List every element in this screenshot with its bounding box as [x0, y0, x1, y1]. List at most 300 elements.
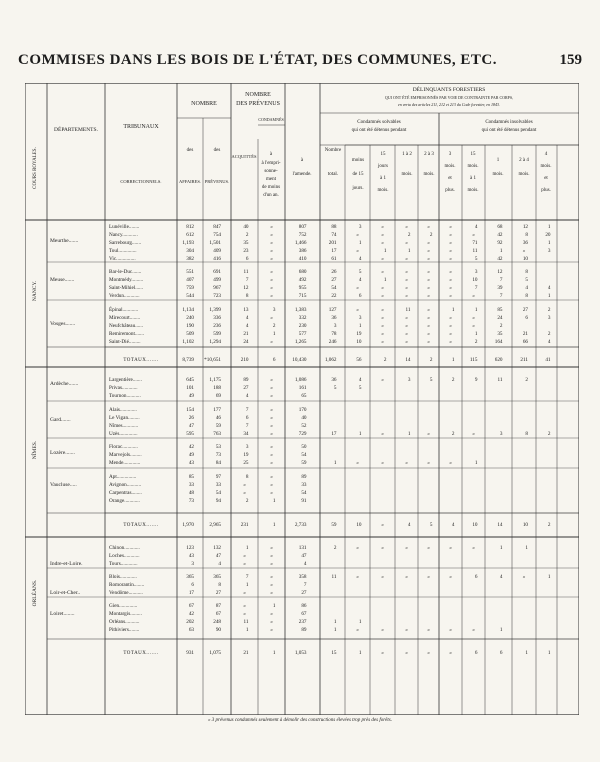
header-correctionnels: CORRECTIONNELS. — [120, 179, 162, 184]
data-cell: 56 — [356, 357, 362, 363]
data-cell: 4 — [358, 377, 362, 383]
tribunal-name: Avignon........... — [109, 482, 142, 488]
data-cell: » — [427, 293, 430, 299]
data-cell: » — [270, 460, 273, 466]
data-cell: 1 — [451, 307, 455, 313]
data-cell: » — [270, 224, 273, 230]
data-cell: » — [270, 619, 273, 625]
tribunal-name: Toul.............. — [109, 248, 137, 254]
header-solvables: Condamnés solvables — [357, 120, 401, 125]
header-3: 3 — [448, 152, 452, 157]
header-des-prevenus: des — [213, 148, 221, 153]
data-cell: 42 — [497, 232, 503, 238]
tribunal-name: Orléans........... — [109, 619, 140, 625]
data-cell: 7 — [245, 574, 249, 580]
data-cell: 8 — [245, 293, 249, 299]
data-cell: 1 — [547, 650, 551, 656]
data-cell: *10,651 — [204, 357, 221, 363]
data-cell: 3 — [474, 269, 478, 275]
tribunal-name: Mirecourt........ — [109, 315, 141, 321]
data-cell: 8 — [525, 293, 528, 299]
data-cell: 26 — [188, 415, 194, 421]
data-cell: 1 — [407, 248, 411, 254]
tribunal-name: Remiremont....... — [109, 331, 145, 337]
data-cell: » — [449, 256, 452, 262]
data-cell: 47 — [188, 423, 194, 429]
tribunal-name: Marvejols......... — [109, 452, 142, 458]
data-cell: 1,383 — [294, 307, 307, 313]
data-cell: 10 — [356, 339, 362, 345]
data-cell: 2 — [547, 431, 551, 437]
data-cell: » — [270, 574, 273, 580]
data-cell: » — [243, 490, 246, 496]
total-label: TOTAUX....... — [123, 358, 159, 363]
data-cell: 1,062 — [324, 357, 337, 363]
data-cell: 847 — [213, 224, 221, 230]
data-cell: 27 — [331, 277, 337, 283]
data-cell: 164 — [494, 339, 503, 345]
data-cell: 41 — [545, 357, 551, 363]
data-cell: » — [381, 293, 384, 299]
header-i24: 2 à 4 — [519, 158, 529, 163]
data-cell: 2 — [429, 232, 433, 238]
data-cell: 40 — [243, 224, 249, 230]
data-cell: 92 — [497, 240, 503, 246]
data-cell: 33 — [215, 482, 221, 488]
data-cell: 36 — [331, 315, 337, 321]
data-cell: 17 — [331, 431, 337, 437]
tribunal-name: Mende............. — [109, 460, 141, 466]
data-cell: 190 — [186, 323, 194, 329]
data-cell: 812 — [186, 224, 194, 230]
data-cell: 1 — [383, 248, 387, 254]
data-cell: » — [270, 415, 273, 421]
data-cell: » — [381, 522, 384, 528]
data-cell: 5 — [358, 269, 362, 275]
header-insolvables: Condamnés insolvables — [485, 120, 533, 125]
tribunal-name: Montargis......... — [109, 611, 142, 617]
data-cell: 34 — [243, 431, 249, 437]
data-cell: 14 — [405, 357, 411, 363]
data-cell: 595 — [186, 431, 194, 437]
data-cell: 46 — [215, 415, 221, 421]
data-cell: 1 — [525, 650, 528, 656]
data-cell: 68 — [497, 224, 503, 230]
header-i1: 1 — [496, 158, 500, 163]
data-cell: 11 — [497, 377, 503, 383]
data-cell: 5 — [429, 522, 433, 528]
data-cell: 94 — [215, 498, 221, 504]
court-orleans: ORLÉANS. — [32, 579, 38, 607]
tribunal-name: Saint-Mihiel...... — [109, 285, 144, 291]
data-cell: 210 — [240, 357, 249, 363]
data-cell: 1 — [407, 431, 411, 437]
data-cell: » — [449, 650, 452, 656]
header-de15: de 15 — [352, 172, 364, 177]
data-cell: 3 — [358, 315, 362, 321]
tribunal-name: Lunéville........ — [109, 224, 140, 230]
data-cell: 42 — [188, 444, 194, 450]
data-cell: 69 — [215, 393, 221, 399]
data-cell: 2 — [525, 377, 528, 383]
page-title: COMMISES DANS LES BOIS DE L'ÉTAT, DES COMMUNES, ETC. — [18, 52, 498, 68]
data-cell: 170 — [298, 407, 307, 413]
data-cell: 10 — [522, 522, 528, 528]
data-cell: 6 — [245, 415, 249, 421]
data-cell: 2 — [407, 232, 411, 238]
data-cell: 3 — [547, 248, 551, 254]
data-cell: 115 — [469, 357, 478, 363]
header-i4: 4 — [544, 152, 548, 157]
data-cell: 13 — [243, 307, 249, 313]
data-cell: 1,134 — [182, 307, 194, 313]
header-jours: jours. — [352, 186, 364, 191]
data-cell: 6 — [358, 293, 362, 299]
data-cell: 358 — [298, 574, 307, 580]
data-cell: 752 — [298, 232, 307, 238]
data-cell: 1 — [547, 293, 551, 299]
data-cell: 248 — [213, 619, 221, 625]
data-cell: 54 — [215, 490, 221, 496]
data-cell: 89 — [243, 377, 249, 383]
data-cell: 763 — [213, 431, 221, 437]
data-cell: » — [270, 315, 273, 321]
data-cell: 40 — [301, 415, 307, 421]
tribunal-name: Neufchâteau...... — [109, 323, 143, 329]
data-cell: » — [472, 545, 475, 551]
data-cell: 230 — [298, 323, 307, 329]
data-cell: » — [427, 240, 430, 246]
data-cell: 36 — [331, 377, 337, 383]
data-cell: 1,399 — [209, 307, 221, 313]
data-cell: 1 — [272, 522, 276, 528]
data-cell: 2 — [429, 357, 433, 363]
data-cell: » — [405, 277, 408, 283]
data-cell: 14 — [497, 522, 503, 528]
data-cell: » — [270, 407, 273, 413]
data-cell: » — [449, 277, 452, 283]
tribunal-name: Apt............... — [109, 474, 137, 480]
data-cell: 52 — [301, 423, 307, 429]
data-cell: 7 — [245, 423, 249, 429]
data-cell: 54 — [301, 490, 307, 496]
data-cell: 6 — [272, 357, 276, 363]
data-cell: » — [356, 545, 359, 551]
data-cell: 7 — [474, 285, 478, 291]
tribunal-name: Blois............. — [109, 574, 137, 580]
data-cell: 9 — [474, 377, 478, 383]
header-cours-royales: COURS ROYALES. — [33, 147, 38, 189]
data-cell: » — [381, 460, 384, 466]
data-cell: 612 — [186, 232, 194, 238]
data-cell: » — [472, 232, 475, 238]
data-cell: 161 — [298, 385, 307, 391]
data-cell: » — [405, 323, 408, 329]
data-cell: » — [243, 603, 246, 609]
data-cell: 3 — [407, 377, 411, 383]
data-cell: 1 — [358, 619, 362, 625]
data-cell: 365 — [186, 574, 194, 580]
dept-name: Meurthe....... — [50, 238, 79, 244]
data-cell: 50 — [301, 444, 307, 450]
tribunal-name: Montmédy......... — [109, 277, 144, 283]
data-cell: 11 — [405, 307, 411, 313]
data-cell: 7 — [499, 277, 503, 283]
header-2a3: 2 à 3 — [424, 152, 434, 157]
data-cell: 1 — [525, 545, 528, 551]
header-nombre-total: Nombre — [324, 148, 342, 153]
data-cell: 931 — [186, 650, 194, 656]
data-cell: 65 — [301, 393, 307, 399]
header-empri: à l'empri- — [261, 161, 281, 166]
data-cell: 59 — [215, 423, 221, 429]
data-cell: 10 — [472, 522, 478, 528]
tribunal-name: Florac............ — [109, 444, 138, 450]
data-cell: 577 — [298, 331, 307, 337]
data-cell: 27 — [301, 590, 307, 596]
data-cell: » — [405, 627, 408, 633]
data-cell: 1 — [547, 224, 551, 230]
data-cell: » — [427, 627, 430, 633]
data-cell: 177 — [213, 407, 221, 413]
data-cell: » — [427, 307, 430, 313]
data-cell: 6 — [474, 650, 478, 656]
data-cell: 26 — [331, 269, 337, 275]
data-cell: 2 — [245, 498, 249, 504]
data-cell: 131 — [298, 545, 307, 551]
data-cell: 8,739 — [182, 357, 194, 363]
data-cell: » — [405, 650, 408, 656]
header-et-i4: et — [544, 176, 548, 181]
data-cell: » — [243, 590, 246, 596]
tribunal-name: Tournon........... — [109, 393, 141, 399]
data-cell: 67 — [215, 611, 221, 617]
data-cell: 6 — [245, 256, 249, 262]
header-delinquants: DÉLINQUANTS FORESTIERS — [412, 87, 486, 93]
data-cell: 49 — [188, 452, 194, 458]
data-cell: 1 — [245, 545, 249, 551]
data-cell: » — [356, 307, 359, 313]
data-cell: 11 — [243, 619, 249, 625]
data-cell: 91 — [301, 498, 307, 504]
data-cell: 17 — [331, 248, 337, 254]
data-cell: 3 — [547, 315, 551, 321]
data-cell: 715 — [298, 293, 307, 299]
data-cell: 7 — [303, 582, 307, 588]
tribunal-name: Nancy............ — [109, 232, 138, 238]
data-cell: 43 — [188, 553, 194, 559]
data-cell: » — [270, 452, 273, 458]
data-cell: 6 — [525, 315, 528, 321]
data-cell: 84 — [215, 460, 221, 466]
data-cell: 1 — [547, 574, 551, 580]
data-cell: 1 — [499, 248, 503, 254]
header-des-affaires: des — [186, 148, 194, 153]
data-cell: 3 — [358, 224, 362, 230]
data-cell: » — [427, 431, 430, 437]
data-cell: » — [270, 444, 273, 450]
data-cell: 43 — [188, 460, 194, 466]
data-cell: » — [381, 256, 384, 262]
data-cell: » — [381, 339, 384, 345]
data-cell: » — [270, 553, 273, 559]
header-mois-12: mois. — [401, 172, 413, 177]
data-cell: 1,501 — [209, 240, 221, 246]
data-cell: » — [472, 323, 475, 329]
tribunal-name: Gien.............. — [109, 603, 138, 609]
header-des-prevenus-label: DES PRÉVENUS — [236, 101, 280, 107]
data-cell: 1 — [358, 650, 362, 656]
data-cell: » — [405, 574, 408, 580]
data-cell: 11 — [472, 248, 478, 254]
data-cell: 8 — [525, 269, 528, 275]
data-cell: 807 — [298, 224, 307, 230]
data-cell: » — [405, 285, 408, 291]
data-cell: 12 — [522, 224, 528, 230]
page-number: 159 — [559, 52, 582, 68]
data-cell: 12 — [497, 269, 503, 275]
data-cell: 89 — [301, 474, 307, 480]
data-cell: 1 — [451, 357, 455, 363]
data-cell: 54 — [301, 452, 307, 458]
data-cell: » — [427, 269, 430, 275]
data-cell: 1 — [499, 627, 503, 633]
tribunal-name: Tours............. — [109, 561, 138, 567]
data-cell: » — [270, 611, 273, 617]
tribunal-name: Orange............ — [109, 498, 140, 504]
data-cell: 1 — [358, 240, 362, 246]
data-cell: 47 — [301, 553, 307, 559]
header-plus: plus. — [445, 188, 455, 193]
data-cell: » — [356, 285, 359, 291]
data-cell: 1 — [333, 627, 337, 633]
data-cell: 237 — [298, 619, 307, 625]
data-cell: 3 — [333, 323, 337, 329]
data-cell: 88 — [331, 224, 337, 230]
data-cell: » — [270, 393, 273, 399]
data-cell: 1,086 — [294, 377, 307, 383]
data-cell: 39 — [497, 285, 503, 291]
data-cell: » — [522, 248, 526, 254]
data-cell: » — [270, 545, 273, 551]
data-cell: 236 — [213, 323, 221, 329]
data-cell: 24 — [243, 339, 249, 345]
data-cell: 645 — [186, 377, 194, 383]
data-cell: » — [270, 582, 273, 588]
data-cell: 61 — [331, 256, 337, 262]
data-cell: 78 — [331, 331, 337, 337]
data-cell: 35 — [497, 331, 503, 337]
tribunal-name: Carpentras........ — [109, 490, 142, 496]
data-cell: 759 — [186, 285, 194, 291]
header-mois-i4: mois. — [540, 164, 552, 169]
data-cell: 132 — [213, 545, 221, 551]
data-cell: » — [356, 232, 359, 238]
data-cell: 416 — [213, 256, 221, 262]
data-cell: » — [270, 277, 273, 283]
data-cell: 1,294 — [209, 339, 221, 345]
data-cell: 1 — [547, 240, 551, 246]
data-cell: » — [270, 385, 273, 391]
data-cell: 67 — [301, 611, 307, 617]
data-cell: 33 — [301, 482, 307, 488]
data-cell: 231 — [240, 522, 249, 528]
data-cell: 10 — [356, 522, 362, 528]
data-cell: 1 — [272, 498, 276, 504]
data-cell: 4 — [218, 561, 221, 567]
data-cell: » — [427, 545, 430, 551]
data-cell: 1,265 — [294, 339, 307, 345]
header-moins: moins — [351, 158, 365, 163]
data-cell: 74 — [331, 232, 337, 238]
data-cell: 386 — [298, 248, 307, 254]
data-cell: » — [270, 240, 273, 246]
header-solvables-sub: qui ont été détenus pendant — [351, 128, 407, 133]
tribunal-name: Chinon............ — [109, 545, 140, 551]
data-cell: 12 — [243, 285, 249, 291]
data-cell: 1,193 — [182, 240, 194, 246]
data-cell: » — [427, 248, 430, 254]
header-mois-i15: mois. — [467, 164, 479, 169]
data-cell: » — [427, 256, 430, 262]
data-cell: » — [381, 627, 384, 633]
header-et: et — [448, 176, 452, 181]
data-cell: 2 — [474, 339, 478, 345]
data-cell: » — [472, 315, 475, 321]
data-cell: » — [427, 460, 430, 466]
data-cell: » — [381, 224, 384, 230]
data-cell: » — [270, 423, 273, 429]
data-cell: 382 — [186, 256, 194, 262]
data-cell: 42 — [497, 256, 503, 262]
data-cell: 85 — [497, 307, 503, 313]
data-cell: » — [270, 627, 273, 633]
data-cell: » — [381, 377, 384, 383]
tribunal-name: Le Vigan......... — [109, 415, 140, 421]
footnote: « 3 prévenus condamnés seulement à démolir des constructions élevées trop près des forêts. — [208, 718, 392, 723]
data-cell: » — [381, 232, 384, 238]
data-cell: 691 — [213, 269, 221, 275]
data-cell: » — [270, 339, 273, 345]
data-cell: » — [270, 232, 273, 238]
data-cell: » — [449, 240, 452, 246]
data-cell: 27 — [243, 385, 249, 391]
data-cell: 33 — [188, 482, 194, 488]
tribunal-name: Vendôme........... — [109, 590, 143, 596]
data-cell: 1 — [272, 603, 276, 609]
data-cell: 2 — [547, 522, 551, 528]
header-jours-a: jours — [378, 164, 388, 169]
header-delinquants-sub: QUI ONT ÉTÉ EMPRISONNÉS PAR VOIE DE CONTRAINTE PAR CORPS, — [384, 95, 514, 100]
data-cell: » — [449, 574, 452, 580]
data-cell: 4 — [245, 323, 249, 329]
data-cell: 127 — [328, 307, 337, 313]
data-cell: 23 — [243, 248, 249, 254]
data-cell: » — [356, 248, 359, 254]
data-cell: » — [472, 431, 475, 437]
tribunal-name: Verdun............ — [109, 293, 140, 299]
data-cell: » — [243, 553, 246, 559]
header-prevenus: PRÉVENUS. — [204, 179, 230, 184]
data-cell: » — [405, 224, 408, 230]
data-cell: » — [405, 293, 408, 299]
data-cell: » — [356, 460, 359, 466]
data-cell: » — [472, 627, 475, 633]
data-cell: 1 — [499, 545, 503, 551]
data-cell: » — [356, 627, 359, 633]
data-cell: » — [427, 323, 430, 329]
data-cell: » — [449, 545, 452, 551]
